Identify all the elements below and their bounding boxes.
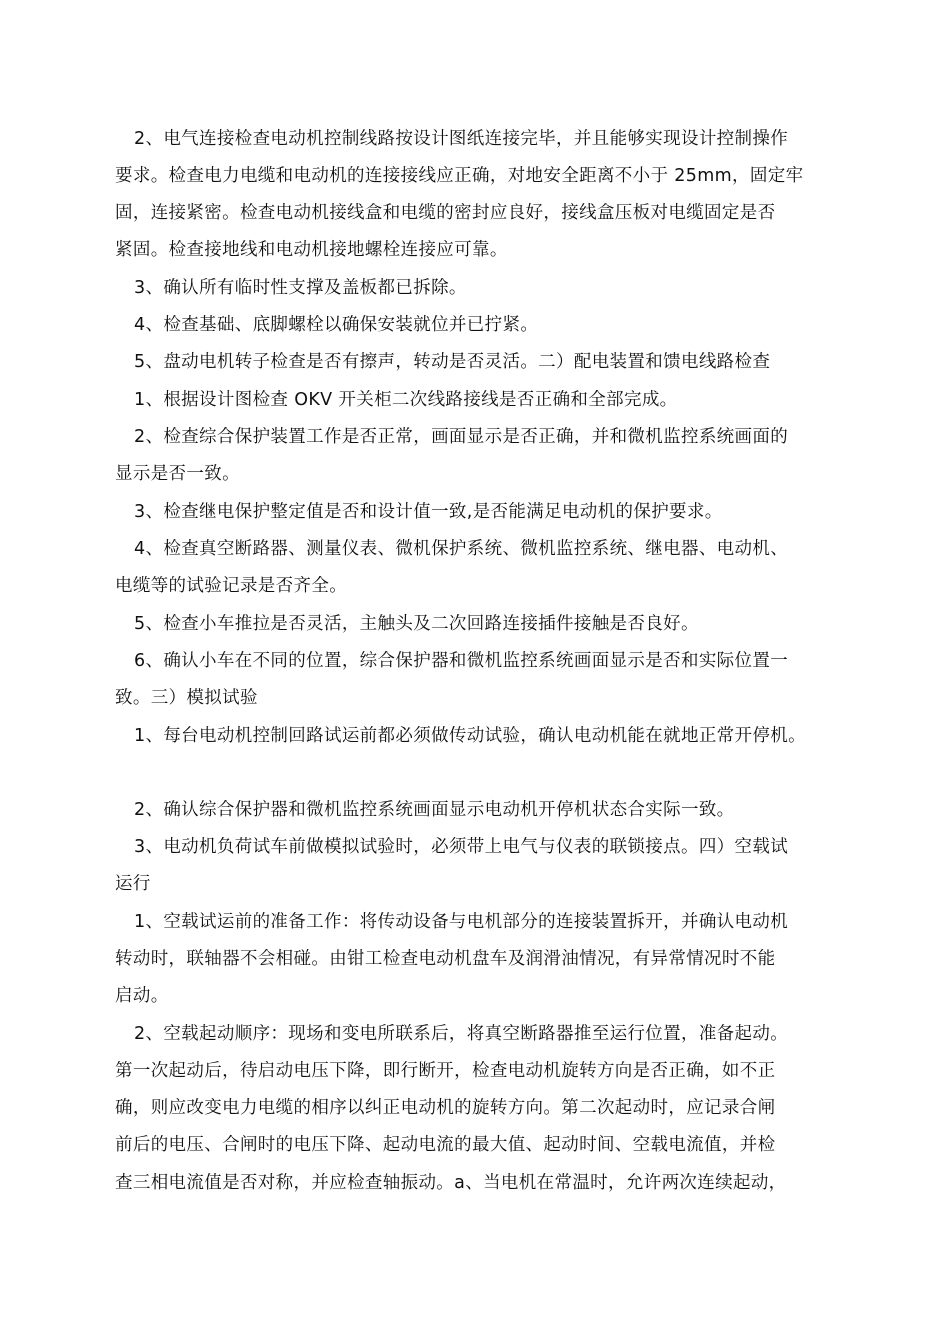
- paragraph-line: 确，则应改变电力电缆的相序以纠正电动机的旋转方向。第二次起动时，应记录合闸: [115, 1098, 776, 1118]
- paragraph-line: 紧固。检查接地线和电动机接地螺栓连接应可靠。: [115, 240, 508, 260]
- paragraph-line: 4、检查基础、底脚螺栓以确保安装就位并已拧紧。: [134, 315, 539, 335]
- paragraph-line: 1、根据设计图检查 OKV 开关柜二次线路接线是否正确和全部完成。: [134, 390, 678, 410]
- paragraph-line: 运行: [115, 874, 151, 894]
- paragraph-line: 查三相电流值是否对称，并应检查轴振动。a、当电机在常温时，允许两次连续起动，: [115, 1173, 787, 1193]
- paragraph-line: 致。三）模拟试验: [115, 688, 258, 708]
- paragraph-line: 启动。: [115, 986, 169, 1006]
- paragraph-line: 4、检查真空断路器、测量仪表、微机保护系统、微机监控系统、继电器、电动机、: [134, 539, 789, 559]
- paragraph-line: 2、电气连接检查电动机控制线路按设计图纸连接完毕，并且能够实现设计控制操作: [134, 129, 789, 149]
- paragraph-line: 显示是否一致。: [115, 464, 240, 484]
- paragraph-line: 前后的电压、合闸时的电压下降、起动电流的最大值、起动时间、空载电流值，并检: [115, 1135, 776, 1155]
- paragraph-line: 电缆等的试验记录是否齐全。: [115, 576, 348, 596]
- paragraph-line: 6、确认小车在不同的位置，综合保护器和微机监控系统画面显示是否和实际位置一: [134, 651, 789, 671]
- paragraph-line: 转动时，联轴器不会相碰。由钳工检查电动机盘车及润滑油情况，有异常情况时不能: [115, 949, 776, 969]
- paragraph-line: 3、检查继电保护整定值是否和设计值一致,是否能满足电动机的保护要求。: [134, 502, 723, 522]
- paragraph-line: 5、盘动电机转子检查是否有擦声，转动是否灵活。二）配电装置和馈电线路检查: [134, 352, 771, 372]
- paragraph-line: 3、确认所有临时性支撑及盖板都已拆除。: [134, 278, 467, 298]
- paragraph-line: 2、检查综合保护装置工作是否正常，画面显示是否正确，并和微机监控系统画面的: [134, 427, 789, 447]
- paragraph-line: 2、空载起动顺序：现场和变电所联系后，将真空断路器推至运行位置，准备起动。: [134, 1024, 789, 1044]
- paragraph-line: 2、确认综合保护器和微机监控系统画面显示电动机开停机状态合实际一致。: [134, 800, 735, 820]
- paragraph-line: 要求。检查电力电缆和电动机的连接接线应正确，对地安全距离不小于 25mm，固定牢: [115, 166, 804, 186]
- paragraph-line: 3、电动机负荷试车前做模拟试验时，必须带上电气与仪表的联锁接点。四）空载试: [134, 837, 789, 857]
- paragraph-line: 固，连接紧密。检查电动机接线盒和电缆的密封应良好，接线盒压板对电缆固定是否: [115, 203, 776, 223]
- paragraph-line: 5、检查小车推拉是否灵活，主触头及二次回路连接插件接触是否良好。: [134, 614, 699, 634]
- paragraph-line: 第一次起动后，待启动电压下降，即行断开，检查电动机旋转方向是否正确，如不正: [115, 1061, 776, 1081]
- paragraph-line: 1、每台电动机控制回路试运前都必须做传动试验，确认电动机能在就地正常开停机。: [134, 726, 806, 746]
- paragraph-line: 1、空载试运前的准备工作：将传动设备与电机部分的连接装置拆开，并确认电动机: [134, 912, 789, 932]
